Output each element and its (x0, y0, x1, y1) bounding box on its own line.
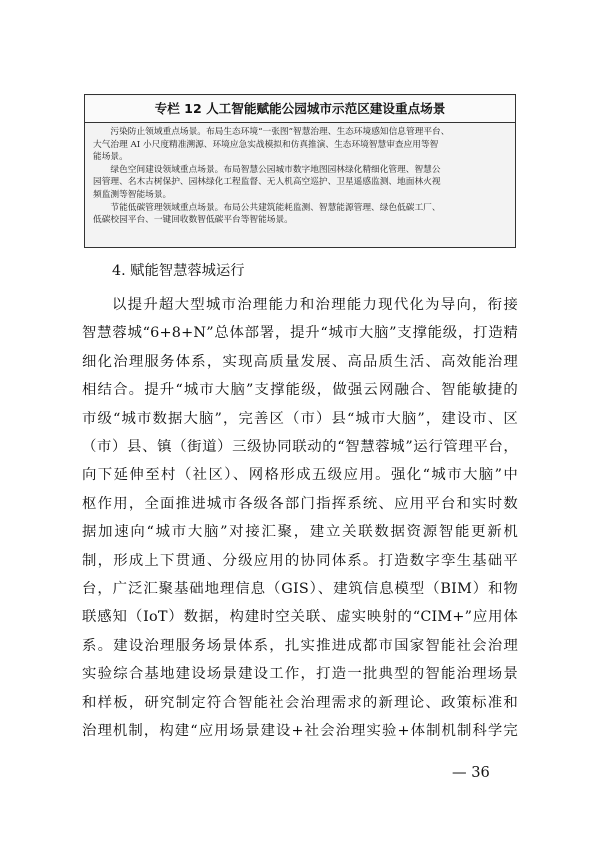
body-text (82, 291, 518, 746)
body-line: 枢作用，全面推进城市各级各部门指挥系统、应用平台和实时数 (82, 495, 518, 512)
box-paragraph-green-space (93, 164, 509, 202)
box-line: 节能低碳管理领域重点场景。布局公共建筑能耗监测、智慧能源管理、绿色低碳工厂、 (110, 202, 441, 213)
box-line: 低碳校园平台、一键回收数智低碳平台等智能场景。 (93, 215, 293, 226)
body-line: 系。建设治理服务场景体系，扎实推进成都市国家智能社会治理 (82, 637, 518, 654)
box-line: 大气治理 AI 小尺度精准溯源、环境应急实战模拟和仿真推演、生态环境智慧审查应用等智 (93, 139, 439, 150)
box-line: 绿色空间建设领域重点场景。布局智慧公园城市数字地图园林绿化精细化管理、智慧公 (110, 164, 441, 175)
body-line: 相结合。提升“城市大脑”支撑能级，做强云网融合、智能敏捷的 (82, 382, 518, 399)
feature-box-body (93, 126, 509, 227)
body-line: 治理机制，构建“应用场景建设+社会治理实验+体制机制科学完 (82, 723, 518, 740)
body-line: 据加速向“城市大脑”对接汇聚，建立关联数据资源智能更新机 (82, 524, 518, 541)
box-paragraph-low-carbon (93, 202, 509, 227)
body-line: 以提升超大型城市治理能力和治理能力现代化为导向，衔接 (112, 297, 518, 313)
body-line: 智慧蓉城“6+8+N”总体部署，提升“城市大脑”支撑能级，打造精 (82, 325, 518, 342)
box-line: 污染防止领域重点场景。布局生态环境“一张图”智慧治理、生态环境感知信息管理平台、 (110, 127, 450, 137)
section-heading: 4. 赋能智慧蓉城运行 (112, 263, 245, 279)
box-line: 频监测等智能场景。 (93, 189, 172, 200)
body-line: （市）县、镇（街道）三级协同联动的“智慧蓉城”运行管理平台， (82, 439, 518, 456)
box-paragraph-pollution (93, 126, 509, 164)
box-line: 能场景。 (93, 152, 128, 163)
feature-box (84, 94, 516, 248)
page-number: — 36 (452, 764, 490, 781)
body-line: 台，广泛汇聚基础地理信息（GIS）、建筑信息模型（BIM）和物 (82, 581, 518, 598)
body-line: 和样板，研究制定符合智能社会治理需求的新理论、政策标准和 (82, 694, 518, 711)
body-line: 市级“城市数据大脑”，完善区（市）县“城市大脑”，建设市、区 (82, 410, 518, 427)
body-line: 制，形成上下贯通、分级应用的协同体系。打造数字孪生基础平 (82, 552, 518, 569)
body-line: 联感知（IoT）数据，构建时空关联、虚实映射的“CIM+”应用体 (82, 609, 518, 626)
body-line: 实验综合基地建设场景建设工作，打造一批典型的智能治理场景 (82, 666, 518, 683)
body-line: 向下延伸至村（社区）、网格形成五级应用。强化“城市大脑”中 (82, 467, 518, 484)
body-line: 细化治理服务体系，实现高质量发展、高品质生活、高效能治理 (82, 353, 518, 370)
box-line: 园管理、名木古树保护、园林绿化工程监督、无人机高空巡护、卫星遥感监测、地面林火视 (93, 177, 441, 188)
feature-box-title: 专栏 12 人工智能赋能公园城市示范区建设重点场景 (85, 96, 515, 123)
